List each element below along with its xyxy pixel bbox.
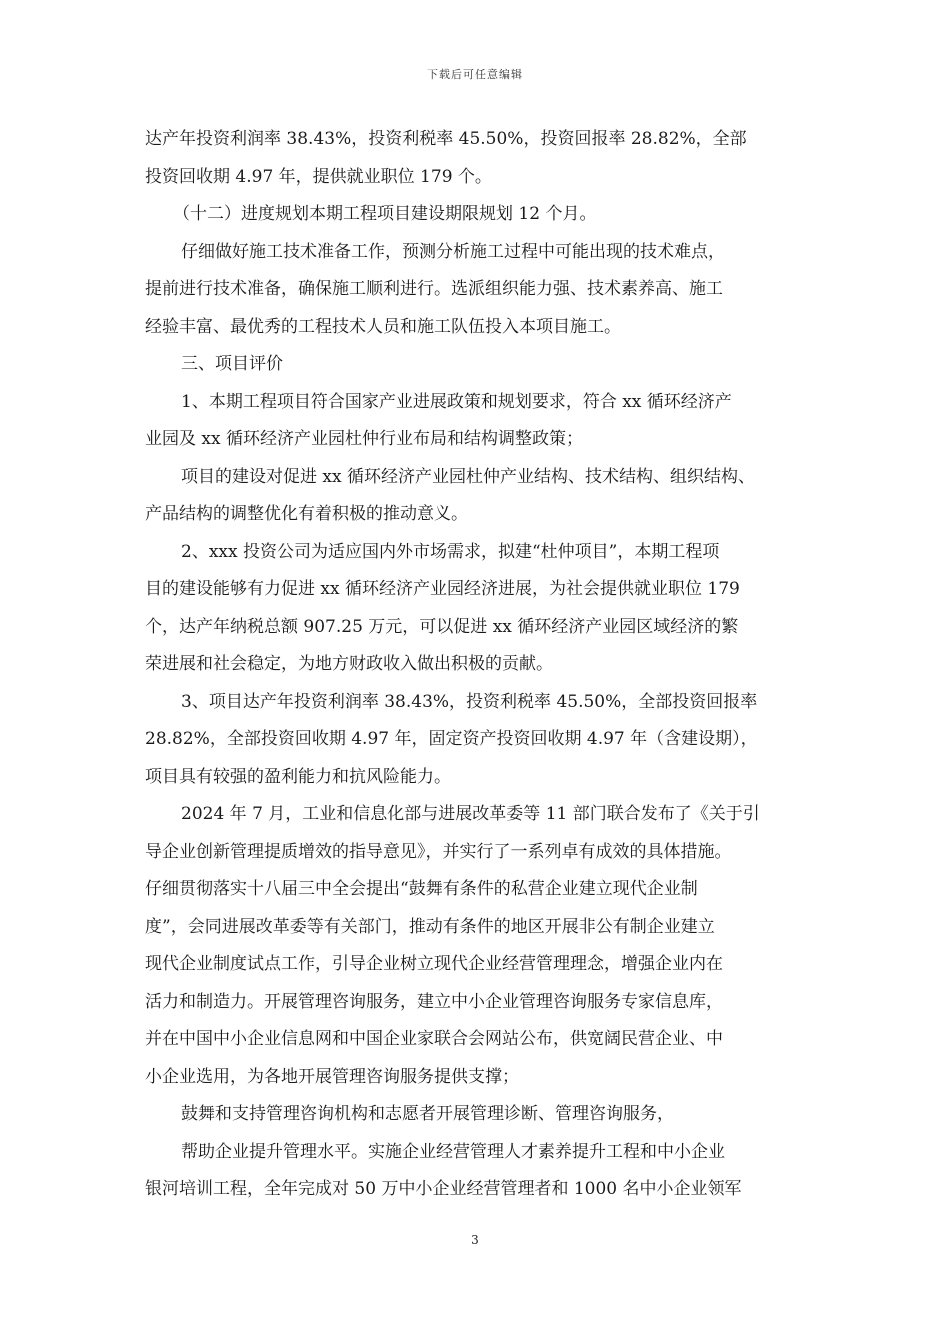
text-line: 2024 年 7 月，工业和信息化部与进展改革委等 11 部门联合发布了《关于引 — [181, 804, 760, 824]
text-line: 28.82%，全部投资回收期 4.97 年，固定资产投资回收期 4.97 年（含建设期）， — [145, 729, 758, 749]
page-number: 3 — [471, 1233, 479, 1247]
text-line: 现代企业制度试点工作，引导企业树立现代企业经营管理理念，增强企业内在 — [145, 954, 723, 974]
text-line: 产品结构的调整优化有着积极的推动意义。 — [145, 504, 468, 524]
text-line: 并在中国中小企业信息网和中国企业家联合会网站公布，供宽阔民营企业、中 — [145, 1029, 723, 1049]
text-line: 经验丰富、最优秀的工程技术人员和施工队伍投入本项目施工。 — [145, 316, 621, 337]
text-line: 小企业选用，为各地开展管理咨询服务提供支撑； — [145, 1066, 519, 1087]
text-line: 活力和制造力。开展管理咨询服务，建立中小企业管理咨询服务专家信息库， — [145, 991, 723, 1012]
text-line: 投资回收期 4.97 年，提供就业职位 179 个。 — [145, 166, 492, 187]
page-header: 下载后可任意编辑 — [427, 68, 523, 81]
text-line: 提前进行技术准备，确保施工顺利进行。选派组织能力强、技术素养高、施工 — [145, 279, 723, 299]
text-line: 帮助企业提升管理水平。实施企业经营管理人才素养提升工程和中小企业 — [181, 1141, 725, 1162]
text-line: 个，达产年纳税总额 907.25 万元，可以促进 xx 循环经济产业园区域经济的繁 — [145, 616, 739, 637]
text-line: （十二）进度规划本期工程项目建设期限规划 12 个月。 — [173, 204, 597, 224]
text-line: 银河培训工程，全年完成对 50 万中小企业经营管理者和 1000 名中小企业领军 — [145, 1179, 742, 1199]
text-line: 项目的建设对促进 xx 循环经济产业园杜仲产业结构、技术结构、组织结构、 — [181, 466, 755, 487]
text-line: 1、本期工程项目符合国家产业进展政策和规划要求，符合 xx 循环经济产 — [181, 391, 732, 412]
text-line: 达产年投资利润率 38.43%，投资利税率 45.50%，投资回报率 28.82%，全部 — [145, 129, 747, 149]
text-line: 鼓舞和支持管理咨询机构和志愿者开展管理诊断、管理咨询服务， — [181, 1104, 674, 1124]
text-line: 仔细贯彻落实十八届三中全会提出“鼓舞有条件的私营企业建立现代企业制 — [145, 879, 698, 899]
text-line: 项目具有较强的盈利能力和抗风险能力。 — [145, 766, 451, 787]
text-line: 业园及 xx 循环经济产业园杜仲行业布局和结构调整政策； — [145, 429, 583, 449]
text-line: 度”，会同进展改革委等有关部门，推动有条件的地区开展非公有制企业建立 — [145, 916, 715, 937]
text-line: 导企业创新管理提质增效的指导意见》，并实行了一系列卓有成效的具体措施。 — [145, 841, 732, 862]
text-line: 仔细做好施工技术准备工作，预测分析施工过程中可能出现的技术难点， — [181, 241, 725, 262]
section-heading: 三、项目评价 — [181, 354, 283, 374]
text-line: 3、项目达产年投资利润率 38.43%，投资利税率 45.50%，全部投资回报率 — [181, 691, 758, 712]
document-body — [145, 121, 810, 1209]
text-line: 荣进展和社会稳定，为地方财政收入做出积极的贡献。 — [145, 654, 553, 674]
text-line: 目的建设能够有力促进 xx 循环经济产业园经济进展，为社会提供就业职位 179 — [145, 579, 740, 599]
text-line: 2、xxx 投资公司为适应国内外市场需求，拟建“杜仲项目”，本期工程项 — [181, 541, 720, 562]
